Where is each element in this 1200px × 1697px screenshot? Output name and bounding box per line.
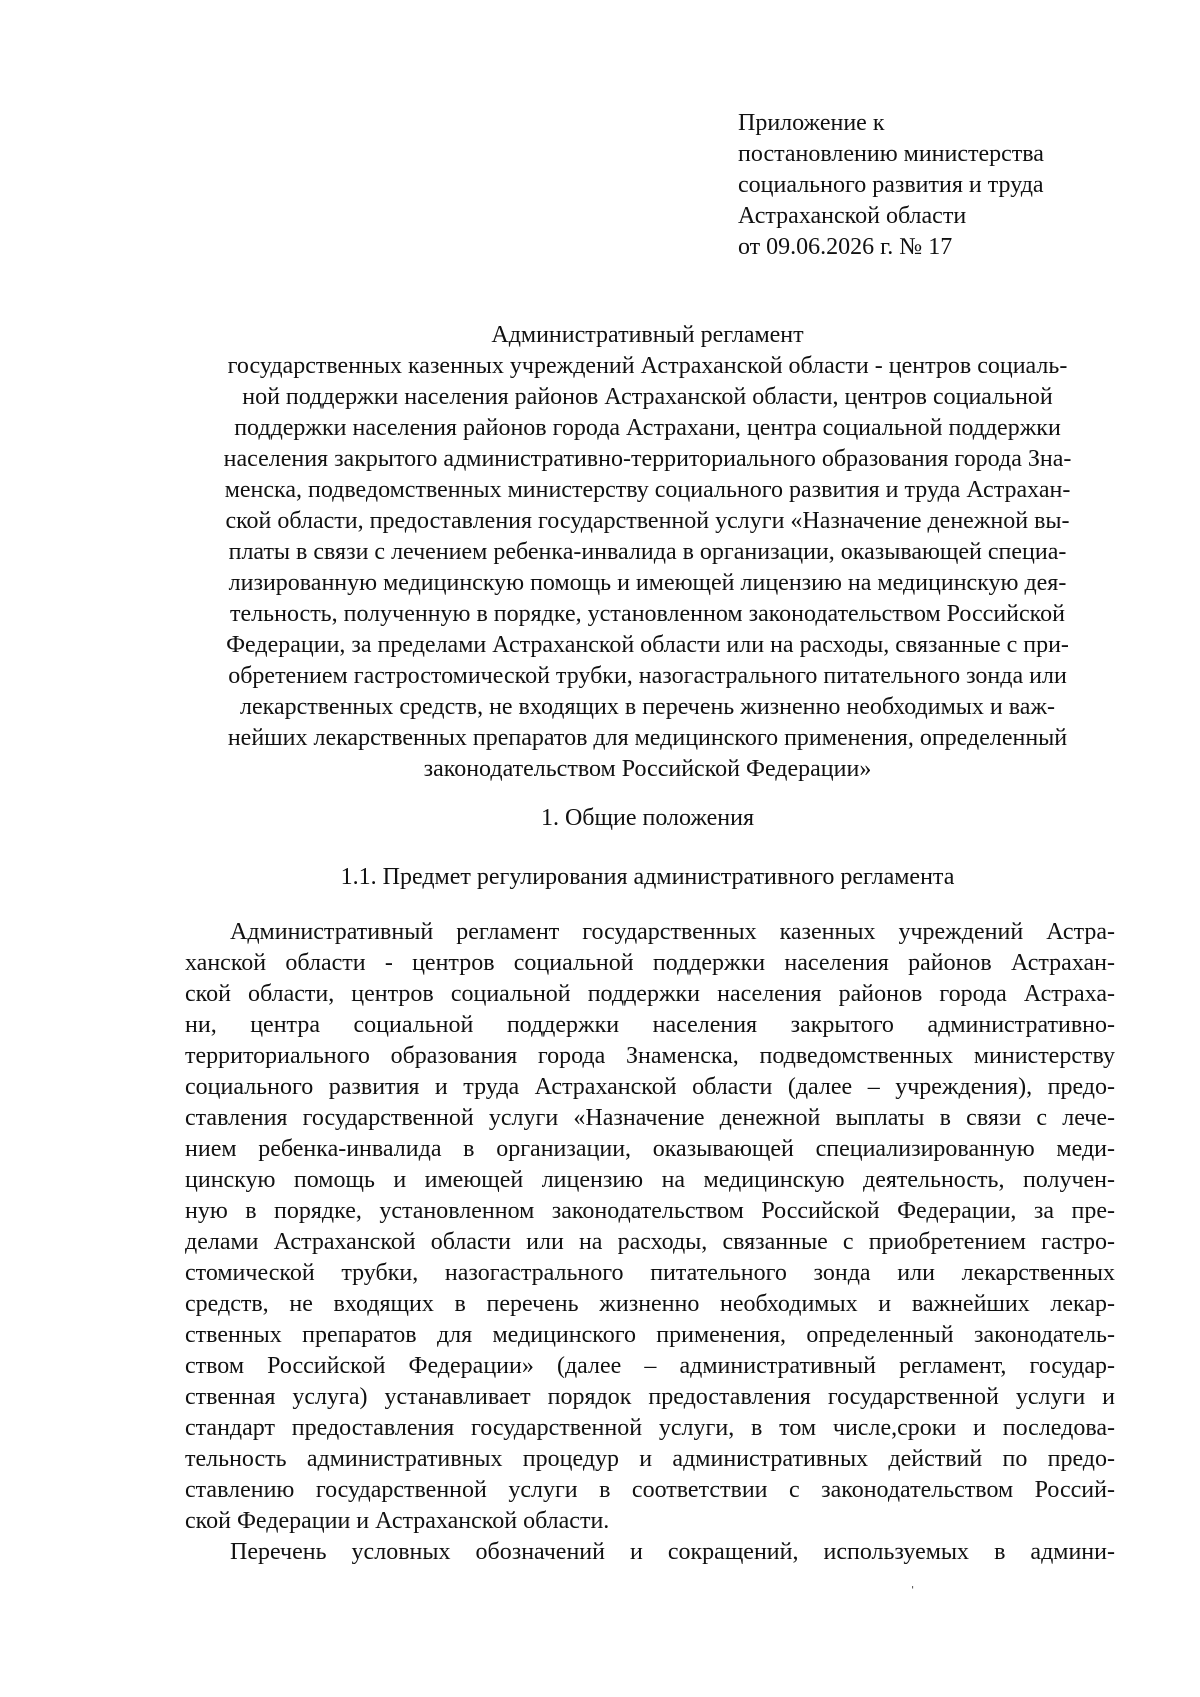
title-line: тельность, полученную в порядке, установленном законодательством Российской <box>230 601 1065 627</box>
body-line: Административный регламент государственных казенных учреждений Астра- <box>230 919 1115 945</box>
body-line: социального развития и труда Астраханской области (далее – учреждения), предо- <box>185 1074 1115 1100</box>
body-line: ни, центра социальной поддержки населения закрытого административно- <box>185 1012 1115 1038</box>
body-line: ставлению государственной услуги в соответствии с законодательством Россий- <box>185 1477 1115 1503</box>
appendix-block <box>738 108 1158 263</box>
title-line: законодательством Российской Федерации» <box>423 756 872 782</box>
body-line: цинскую помощь и имеющей лицензию на медицинскую деятельность, получен- <box>185 1167 1115 1193</box>
body-line: ставления государственной услуги «Назначение денежной выплаты в связи с лече- <box>185 1105 1115 1131</box>
body-line: территориального образования города Знаменска, подведомственных министерству <box>185 1043 1115 1069</box>
title-line: менска, подведомственных министерству социального развития и труда Астрахан- <box>224 477 1071 503</box>
body-line: ную в порядке, установленном законодательством Российской Федерации, за пре- <box>185 1198 1115 1224</box>
appendix-line: Астраханской области <box>738 203 967 229</box>
title-line: ной поддержки населения районов Астраханской области, центров социальной <box>242 384 1053 410</box>
body-line: делами Астраханской области или на расходы, связанные с приобретением гастро- <box>185 1229 1115 1255</box>
title-line: населения закрытого административно-территориального образования города Зна- <box>223 446 1072 472</box>
title-line: нейших лекарственных препаратов для медицинского применения, определенный <box>227 725 1068 751</box>
title-line: лизированную медицинскую помощь и имеющей лицензию на медицинскую дея- <box>228 570 1067 596</box>
title-line: лекарственных средств, не входящих в перечень жизненно необходимых и важ- <box>240 694 1055 720</box>
document-title <box>175 320 1120 785</box>
body-line: ханской области - центров социальной поддержки населения районов Астрахан- <box>185 950 1115 976</box>
body-line: ской области, центров социальной поддержки населения районов города Астраха- <box>185 981 1115 1007</box>
body-line: нием ребенка-инвалида в организации, оказывающей специализированную меди- <box>185 1136 1115 1162</box>
body-line: ственная услуга) устанавливает порядок предоставления государственной услуги и <box>185 1384 1115 1410</box>
title-line: Административный регламент <box>491 322 804 348</box>
title-line: Федерации, за пределами Астраханской области или на расходы, связанные с при- <box>226 632 1069 658</box>
body-line: Перечень условных обозначений и сокращений, используемых в админи- <box>230 1539 1115 1565</box>
body-line: ской Федерации и Астраханской области. <box>185 1508 610 1534</box>
appendix-line: социального развития и труда <box>738 172 1044 198</box>
appendix-line: постановлению министерства <box>738 141 1044 167</box>
body-line: стандарт предоставления государственной услуги, в том числе,сроки и последова- <box>185 1415 1115 1441</box>
body-line: тельность административных процедур и административных действий по предо- <box>185 1446 1115 1472</box>
appendix-line: Приложение к <box>738 110 885 136</box>
section-heading: 1. Общие положения <box>540 805 755 831</box>
section-subheading: 1.1. Предмет регулирования административного регламента <box>340 864 955 890</box>
title-line: платы в связи с лечением ребенка-инвалида в организации, оказывающей специа- <box>228 539 1067 565</box>
body-line: ством Российской Федерации» (далее – административный регламент, государ- <box>185 1353 1115 1379</box>
title-line: обретением гастростомической трубки, назогастрального питательного зонда или <box>228 663 1067 689</box>
body-line: средств, не входящих в перечень жизненно необходимых и важнейших лекар- <box>185 1291 1115 1317</box>
appendix-line: от 09.06.2026 г. № 17 <box>738 234 953 260</box>
body-line: ственных препаратов для медицинского применения, определенный законодатель- <box>185 1322 1115 1348</box>
body-text <box>185 917 1115 1568</box>
body-line: стомической трубки, назогастрального питательного зонда или лекарственных <box>185 1260 1115 1286</box>
title-line: поддержки населения районов города Астрахани, центра социальной поддержки <box>234 415 1061 441</box>
title-line: ской области, предоставления государственной услуги «Назначение денежной вы- <box>225 508 1070 534</box>
title-line: государственных казенных учреждений Астраханской области - центров социаль- <box>227 353 1068 379</box>
scan-artifact-mark: ˌ <box>910 1572 916 1589</box>
